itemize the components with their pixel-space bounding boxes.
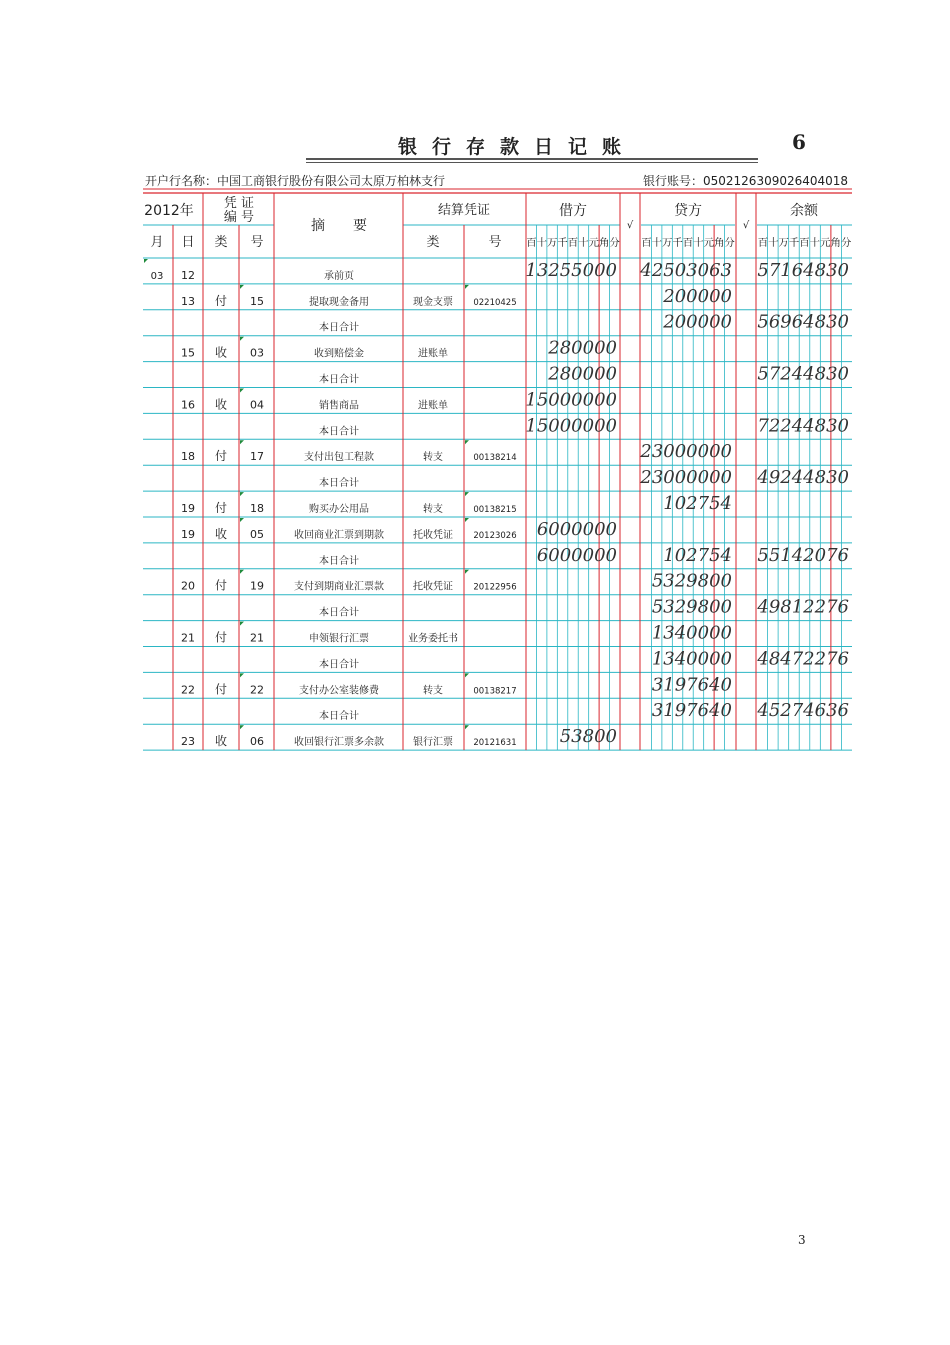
debit-digit-units: 百十万千百十元角分 (526, 237, 620, 249)
header-type: 类 (214, 235, 228, 250)
row-summary: 承前页 (324, 270, 354, 282)
row-number: 04 (250, 398, 264, 412)
row-settle-type: 银行汇票 (413, 737, 453, 749)
row-settle-type: 托收凭证 (413, 581, 453, 593)
row-day: 15 (181, 346, 195, 360)
cell-comment-marker (240, 285, 244, 289)
header-summary: 摘 要 (311, 218, 367, 234)
row-credit-amount: 3197640 (651, 700, 732, 722)
cell-comment-marker (240, 673, 244, 677)
row-day: 13 (181, 294, 195, 308)
row-settle-number: 02210425 (473, 297, 517, 308)
cell-comment-marker (465, 725, 469, 729)
cell-comment-marker (240, 570, 244, 574)
row-type: 收 (214, 526, 228, 541)
row-settle-type: 业务委托书 (408, 633, 458, 645)
row-number: 05 (250, 527, 264, 541)
row-settle-number: 00138217 (473, 686, 517, 697)
cell-comment-marker (465, 673, 469, 677)
row-summary: 本日合计 (319, 555, 359, 567)
row-type: 付 (214, 682, 228, 697)
row-summary: 收到赔偿金 (314, 348, 364, 360)
row-settle-number: 20122956 (473, 582, 517, 593)
row-credit-amount: 3197640 (651, 674, 732, 696)
row-balance-amount: 49812276 (757, 596, 849, 618)
row-type: 收 (214, 734, 228, 749)
row-summary: 收回银行汇票多余款 (294, 737, 384, 749)
row-type: 付 (214, 630, 228, 645)
row-credit-amount: 1340000 (651, 648, 732, 670)
cell-comment-marker (465, 440, 469, 444)
row-day: 21 (181, 631, 195, 645)
row-type: 付 (214, 501, 228, 515)
row-summary: 本日合计 (319, 711, 359, 723)
row-settle-number: 00138214 (473, 453, 517, 464)
row-balance-amount: 55142076 (757, 544, 849, 566)
row-day: 23 (181, 735, 195, 749)
row-day: 16 (181, 398, 195, 412)
row-balance-amount: 56964830 (757, 311, 849, 333)
row-settle-type: 转支 (423, 504, 443, 515)
row-month: 03 (150, 270, 164, 282)
row-settle-number: 20121631 (473, 738, 517, 749)
title-underline-thin (306, 162, 758, 163)
row-day: 20 (181, 579, 195, 593)
bank-account: 银行账号：0502126309026404018 (643, 174, 849, 188)
cell-comment-marker (465, 518, 469, 522)
title-underline (306, 158, 758, 160)
row-balance-amount: 57244830 (757, 363, 849, 385)
cell-comment-marker (240, 518, 244, 522)
row-number: 15 (250, 294, 264, 308)
row-credit-amount: 5329800 (651, 570, 732, 592)
cell-comment-marker (240, 622, 244, 626)
cell-comment-marker (240, 389, 244, 393)
row-summary: 申领银行汇票 (309, 633, 369, 645)
row-balance-amount: 45274636 (757, 700, 849, 722)
row-credit-amount: 23000000 (640, 441, 732, 463)
row-summary: 本日合计 (319, 426, 359, 438)
row-settle-number: 00138215 (473, 505, 517, 515)
header-balance: 余额 (790, 203, 818, 219)
row-debit-amount: 280000 (548, 363, 617, 385)
row-credit-amount: 1340000 (651, 622, 732, 644)
row-summary: 支付出包工程款 (304, 452, 374, 464)
row-day: 18 (181, 450, 195, 464)
row-number: 22 (250, 683, 264, 697)
header-voucher: 凭 证 (223, 196, 255, 211)
row-settle-type: 转支 (423, 685, 443, 697)
row-balance-amount: 57164830 (757, 259, 849, 281)
row-type: 付 (214, 449, 228, 464)
row-credit-amount: 42503063 (640, 259, 732, 281)
row-number: 03 (250, 346, 264, 360)
row-credit-amount: 200000 (663, 311, 732, 333)
row-summary: 支付办公室装修费 (299, 685, 379, 697)
row-summary: 本日合计 (319, 607, 359, 619)
header-year: 2012年 (144, 203, 194, 219)
row-credit-amount: 102754 (663, 544, 732, 566)
cell-comment-marker (240, 440, 244, 444)
header-voucher-no: 编 号 (223, 210, 255, 225)
row-balance-amount: 49244830 (757, 467, 849, 489)
row-debit-amount: 6000000 (536, 518, 617, 540)
row-summary: 收回商业汇票到期款 (294, 529, 384, 541)
row-type: 收 (214, 345, 228, 360)
header-day: 日 (181, 235, 195, 250)
row-summary: 本日合计 (319, 374, 359, 386)
debit-check-mark: √ (626, 220, 634, 231)
header-credit: 贷方 (674, 203, 702, 219)
row-number: 19 (250, 579, 264, 593)
row-summary: 本日合计 (319, 322, 359, 334)
row-type: 付 (214, 293, 228, 308)
row-number: 17 (250, 450, 264, 464)
cell-comment-marker (240, 492, 244, 496)
row-summary: 本日合计 (319, 659, 359, 671)
row-settle-type: 转支 (423, 452, 443, 464)
header-settle-type: 类 (426, 235, 440, 250)
row-summary: 本日合计 (319, 478, 359, 490)
header-debit: 借方 (559, 203, 587, 219)
row-summary: 购买办公用品 (309, 504, 369, 515)
row-credit-amount: 23000000 (640, 467, 732, 489)
header-month: 月 (150, 235, 164, 250)
bank-name: 开户行名称：中国工商银行股份有限公司太原万柏林支行 (145, 174, 446, 188)
cell-comment-marker (240, 337, 244, 341)
header-settle-number: 号 (488, 235, 502, 250)
row-day: 22 (181, 683, 195, 697)
row-credit-amount: 5329800 (651, 596, 732, 618)
cell-comment-marker (465, 285, 469, 289)
row-debit-amount: 6000000 (536, 544, 617, 566)
row-type: 付 (214, 578, 228, 593)
row-debit-amount: 15000000 (525, 415, 617, 437)
row-day: 19 (181, 527, 195, 541)
header-number: 号 (250, 235, 264, 250)
row-settle-type: 进账单 (418, 400, 448, 412)
row-day: 19 (181, 502, 195, 515)
row-settle-type: 托收凭证 (413, 529, 453, 541)
cell-comment-marker (465, 492, 469, 496)
row-debit-amount: 280000 (548, 337, 617, 359)
row-settle-type: 进账单 (418, 348, 448, 360)
ledger-page-number: 6 (792, 130, 806, 154)
row-number: 18 (250, 502, 264, 515)
row-balance-amount: 72244830 (757, 415, 849, 437)
cell-comment-marker (465, 570, 469, 574)
cell-comment-marker (144, 259, 148, 263)
row-number: 21 (250, 631, 264, 645)
cell-comment-marker (240, 725, 244, 729)
row-debit-amount: 13255000 (525, 259, 617, 281)
row-settle-type: 现金支票 (413, 296, 453, 308)
ledger-title: 银行存款日记账 (398, 136, 637, 158)
row-summary: 提取现金备用 (309, 296, 369, 308)
credit-check-mark: √ (742, 220, 750, 231)
row-debit-amount: 15000000 (525, 389, 617, 411)
row-debit-amount: 53800 (559, 726, 617, 748)
row-type: 收 (214, 397, 228, 412)
row-settle-number: 20123026 (473, 530, 517, 541)
header-settlement: 结算凭证 (437, 203, 491, 218)
row-summary: 销售商品 (319, 400, 359, 412)
footer-page-number: 3 (798, 1233, 806, 1247)
credit-digit-units: 百十万千百十元角分 (641, 237, 735, 249)
row-summary: 支付到期商业汇票款 (294, 581, 384, 593)
row-balance-amount: 48472276 (757, 648, 849, 670)
row-credit-amount: 102754 (663, 493, 732, 514)
row-number: 06 (250, 735, 264, 749)
row-credit-amount: 200000 (663, 285, 732, 307)
row-day: 12 (181, 268, 195, 282)
balance-digit-units: 百十万千百十元角分 (757, 237, 852, 249)
